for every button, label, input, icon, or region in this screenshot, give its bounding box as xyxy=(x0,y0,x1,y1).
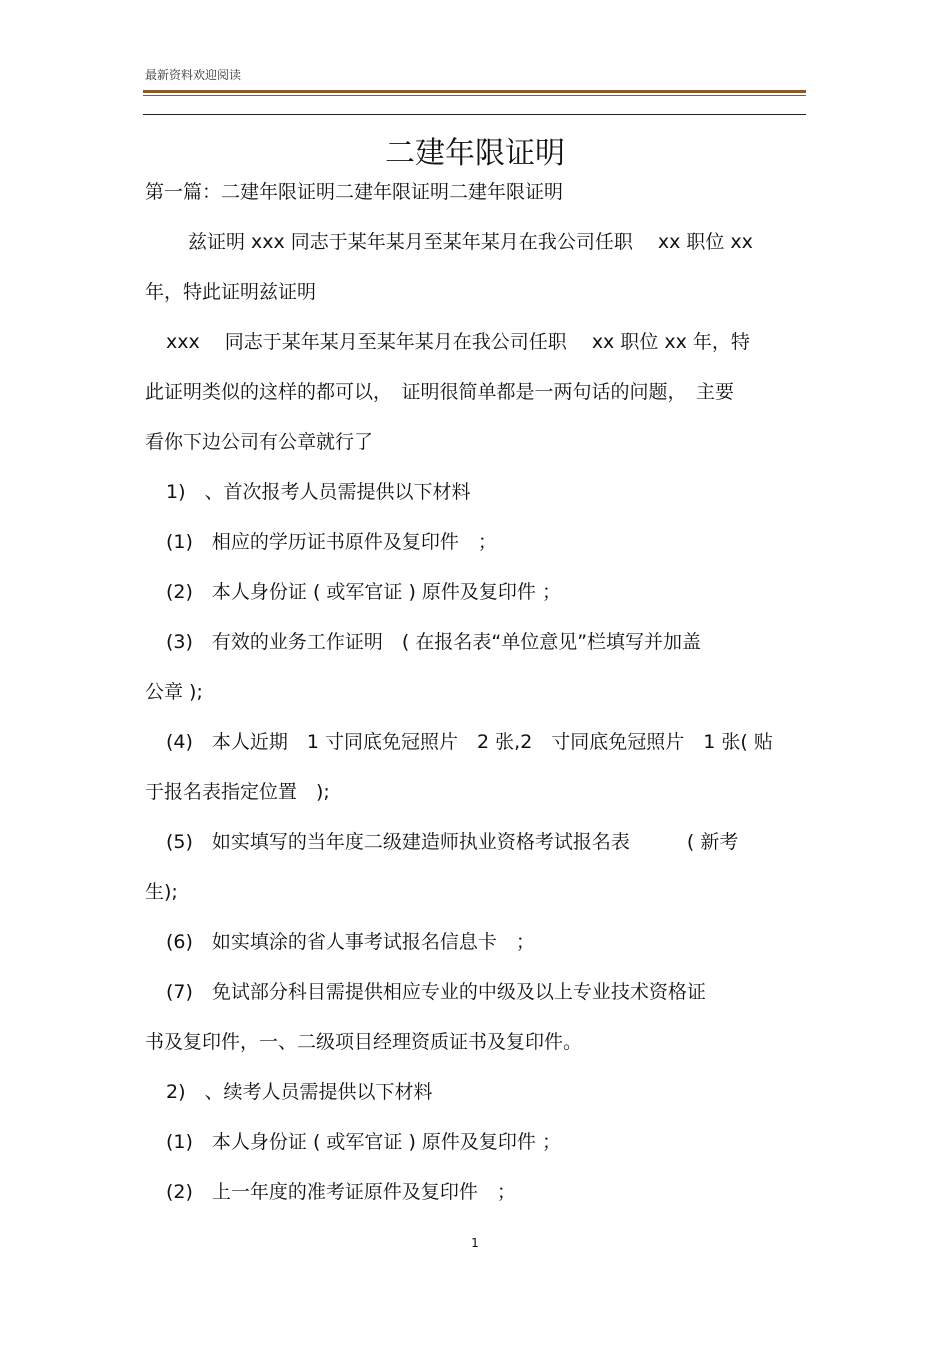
body-line: 公章 ); xyxy=(145,681,203,703)
body-line: 第一篇：二建年限证明二建年限证明二建年限证明 xyxy=(145,181,564,203)
body-line: (2) 本人身份证 ( 或军官证 ) 原件及复印件 ； xyxy=(166,581,561,603)
page-header-text: 最新资料欢迎阅读 xyxy=(145,68,242,82)
body-line: (4) 本人近期 1 寸同底免冠照片 2 张,2 寸同底免冠照片 1 张( 贴 xyxy=(166,731,773,753)
body-line: 于报名表指定位置 ); xyxy=(145,781,330,803)
body-line: (2) 上一年度的准考证原件及复印件 ； xyxy=(166,1181,516,1203)
body-line: (7) 免试部分科目需提供相应专业的中级及以上专业技术资格证 xyxy=(166,981,706,1003)
body-line: 看你下边公司有公章就行了 xyxy=(145,431,374,453)
body-line: (1) 本人身份证 ( 或军官证 ) 原件及复印件 ； xyxy=(166,1131,561,1153)
document-title: 二建年限证明 xyxy=(385,136,565,171)
header-rule-brown-thin xyxy=(143,95,806,96)
body-line: 兹证明 xxx 同志于某年某月至某年某月在我公司任职 xx 职位 xx xyxy=(188,231,753,253)
body-line: 2) 、续考人员需提供以下材料 xyxy=(166,1081,433,1103)
header-rule-divider xyxy=(143,114,806,115)
body-line: (3) 有效的业务工作证明 ( 在报名表“单位意见”栏填写并加盖 xyxy=(166,631,702,653)
body-line: xxx 同志于某年某月至某年某月在我公司任职 xx 职位 xx 年，特 xyxy=(166,331,750,353)
body-line: 1) 、首次报考人员需提供以下材料 xyxy=(166,481,471,503)
body-line: (1) 相应的学历证书原件及复印件 ； xyxy=(166,531,497,553)
body-line: (6) 如实填涂的省人事考试报名信息卡 ； xyxy=(166,931,535,953)
body-line: 书及复印件，一、二级项目经理资质证书及复印件。 xyxy=(145,1031,583,1053)
body-line: 此证明类似的这样的都可以， 证明很简单都是一两句话的问题， 主要 xyxy=(145,381,735,403)
body-line: 年，特此证明兹证明 xyxy=(145,281,317,303)
body-line: (5) 如实填写的当年度二级建造师执业资格考试报名表 ( 新考 xyxy=(166,831,739,853)
header-rule-brown-thick xyxy=(143,90,806,93)
body-line: 生); xyxy=(145,881,178,903)
page-number: 1 xyxy=(471,1236,479,1250)
